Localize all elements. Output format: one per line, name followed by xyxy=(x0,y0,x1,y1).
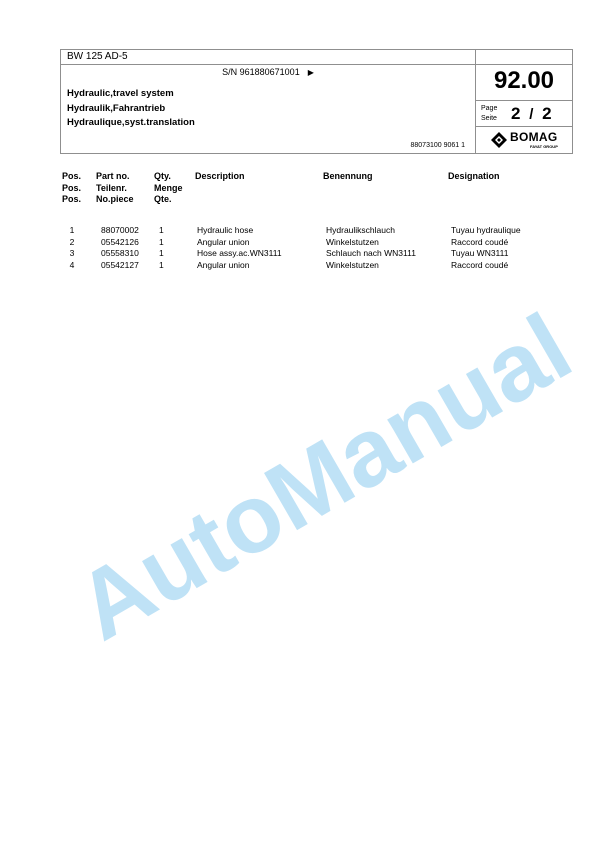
row-benennung: Winkelstutzen xyxy=(326,236,379,247)
header-right-top xyxy=(475,50,573,65)
row-designation: Raccord coudé xyxy=(451,236,509,247)
row-qty: 1 xyxy=(159,236,164,247)
row-benennung: Hydraulikschlauch xyxy=(326,225,395,235)
page-value xyxy=(511,103,552,126)
row-designation: Tuyau hydraulique xyxy=(451,225,521,235)
page-label-de: Seite xyxy=(481,115,497,122)
row-pos: 2 xyxy=(69,236,75,247)
column-part-de: Teilenr. xyxy=(96,182,127,193)
title-en: Hydraulic,travel system xyxy=(67,88,174,99)
page-separator: / xyxy=(529,106,534,123)
page-label-en: Page xyxy=(481,105,498,112)
row-pos: 3 xyxy=(69,248,75,258)
column-qty xyxy=(154,171,183,206)
row-designation: Raccord coudé xyxy=(451,259,509,270)
section-number: 92.00 xyxy=(493,67,555,94)
row-designation: Tuyau WN3111 xyxy=(451,248,509,258)
page-total: 2 xyxy=(542,104,552,123)
table-row xyxy=(0,248,612,260)
row-part-number: 88070002 xyxy=(101,225,139,235)
column-pos xyxy=(62,171,81,206)
page-labels xyxy=(481,104,497,124)
row-part-number: 05542126 xyxy=(101,236,139,247)
parts-list xyxy=(0,225,612,271)
machine-row xyxy=(61,50,475,65)
column-pos-de: Pos. xyxy=(62,182,82,193)
play-icon[interactable]: ▶ xyxy=(307,68,314,77)
brand-logo xyxy=(475,126,573,154)
title-fr: Hydraulique,syst.translation xyxy=(67,117,195,128)
group-titles xyxy=(67,87,195,131)
header-left xyxy=(61,50,476,153)
serial-row xyxy=(61,66,475,79)
logo-subtext: FAYAT GROUP xyxy=(530,144,558,149)
row-qty: 1 xyxy=(159,259,164,270)
bomag-logo-icon xyxy=(491,132,507,148)
row-qty: 1 xyxy=(159,248,164,258)
column-qty-en: Qty. xyxy=(154,171,171,181)
column-pos-en: Pos. xyxy=(62,171,82,181)
row-benennung: Schlauch nach WN3111 xyxy=(326,248,416,258)
page-indicator xyxy=(475,100,573,126)
row-pos: 1 xyxy=(69,225,75,235)
column-pos-fr: Pos. xyxy=(62,194,82,204)
document-number: 88073100 9061 1 xyxy=(410,142,465,149)
row-pos: 4 xyxy=(69,259,75,270)
column-qty-fr: Qte. xyxy=(154,194,172,204)
table-row xyxy=(0,260,612,272)
row-description: Hose assy.ac.WN3111 xyxy=(197,248,282,258)
machine-model: BW 125 AD-5 xyxy=(67,51,128,62)
row-description: Angular union xyxy=(197,236,250,247)
column-part-en: Part no. xyxy=(96,171,130,181)
column-benennung: Benennung xyxy=(323,171,373,181)
column-description: Description xyxy=(195,171,245,181)
column-part xyxy=(96,171,134,206)
table-row xyxy=(0,225,612,237)
row-part-number: 05558310 xyxy=(101,248,139,258)
logo-text: BOMAG xyxy=(510,130,558,144)
watermark: AutoManual xyxy=(59,293,589,661)
table-row xyxy=(0,237,612,249)
row-description: Hydraulic hose xyxy=(197,225,254,235)
header-right xyxy=(475,50,573,153)
title-de: Hydraulik,Fahrantrieb xyxy=(67,102,166,114)
column-part-fr: No.piece xyxy=(96,194,134,204)
row-benennung: Winkelstutzen xyxy=(326,259,379,270)
column-designation: Designation xyxy=(448,171,500,181)
column-qty-de: Menge xyxy=(154,182,183,193)
row-description: Angular union xyxy=(197,259,250,270)
serial-number: S/N 961880671001 xyxy=(222,67,300,77)
page-current: 2 xyxy=(511,104,521,123)
row-part-number: 05542127 xyxy=(101,259,139,270)
header-box xyxy=(60,49,573,154)
row-qty: 1 xyxy=(159,225,164,235)
